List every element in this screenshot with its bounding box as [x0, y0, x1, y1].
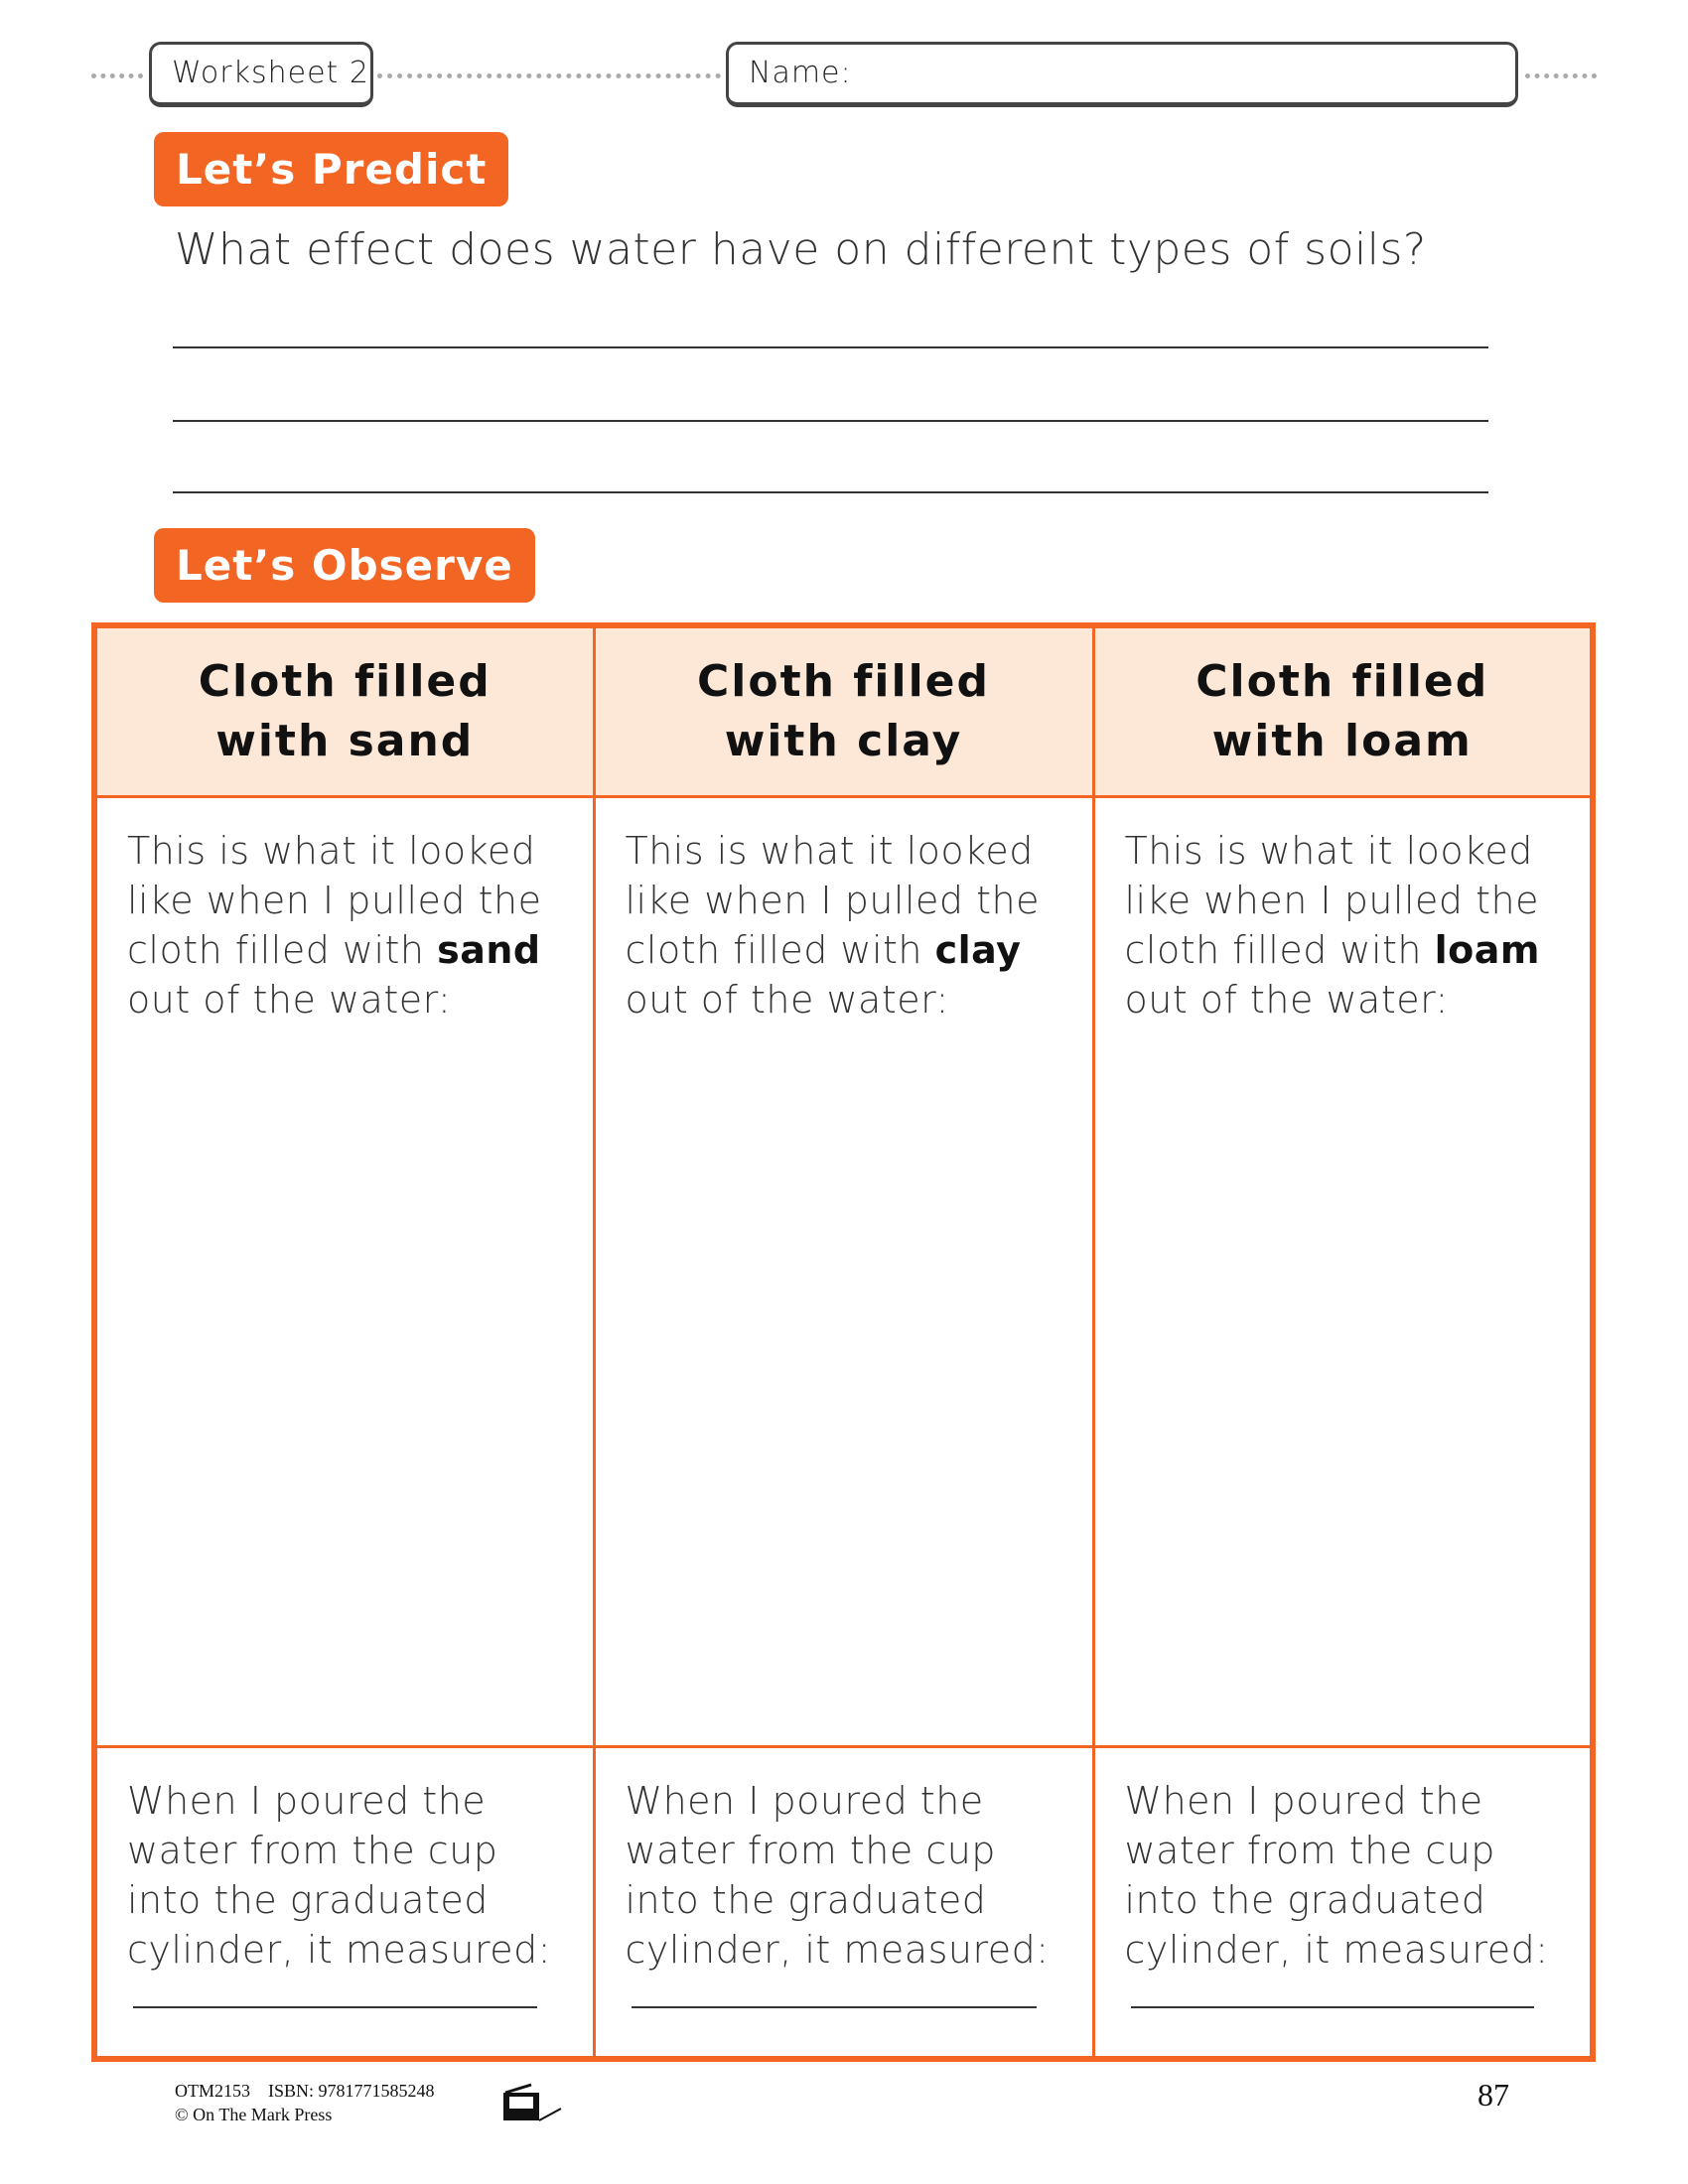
measurement-answer-line[interactable] — [133, 2006, 537, 2008]
obs-text: out of the water: — [625, 978, 949, 1022]
soil-name: sand — [437, 928, 541, 972]
header-line: Cloth filled — [1196, 656, 1489, 707]
header-line: with sand — [215, 716, 475, 766]
answer-line[interactable] — [173, 491, 1488, 493]
answer-line[interactable] — [173, 346, 1488, 348]
header-line: with clay — [724, 716, 963, 766]
observation-table — [91, 622, 1596, 2062]
observation-cell-loam[interactable] — [1093, 797, 1593, 1747]
product-code: OTM2153 — [175, 2081, 250, 2101]
obs-text: This is what it looked like when I pulled the cloth filled with — [625, 829, 1040, 972]
measurement-answer-line[interactable] — [1131, 2006, 1535, 2008]
obs-text: out of the water: — [1124, 978, 1449, 1022]
dotted-divider — [377, 73, 721, 78]
lets-predict-badge: Let’s Predict — [154, 132, 508, 206]
obs-text: This is what it looked like when I pulled the cloth filled with — [127, 829, 542, 972]
photocopier-icon — [501, 2083, 581, 2122]
measurement-cell-loam — [1093, 1747, 1593, 2060]
copyright: © On The Mark Press — [175, 2105, 333, 2124]
obs-text: This is what it looked like when I pulled the cloth filled with — [1124, 829, 1539, 972]
table-header-row — [94, 625, 1593, 797]
soil-name: clay — [934, 928, 1022, 972]
measurement-cell-clay — [594, 1747, 1093, 2060]
prediction-question: What effect does water have on different types of soils? — [175, 224, 1427, 275]
name-field[interactable]: Name: — [726, 42, 1518, 107]
answer-line[interactable] — [173, 420, 1488, 422]
soil-name: loam — [1434, 928, 1540, 972]
column-header-clay — [594, 625, 1093, 797]
header-line: with loam — [1211, 716, 1473, 766]
observation-cell-clay[interactable] — [594, 797, 1093, 1747]
observation-row — [94, 797, 1593, 1747]
measure-text: When I poured the water from the cup into the graduated cylinder, it measured: — [625, 1779, 1050, 1972]
obs-text: out of the water: — [127, 978, 452, 1022]
worksheet-label: Worksheet 2 — [149, 42, 373, 107]
header-line: Cloth filled — [696, 656, 990, 707]
measurement-row — [94, 1747, 1593, 2060]
isbn: ISBN: 9781771585248 — [268, 2081, 435, 2101]
lets-observe-badge: Let’s Observe — [154, 528, 535, 603]
column-header-sand — [94, 625, 594, 797]
dotted-divider — [91, 73, 143, 78]
header-line: Cloth filled — [198, 656, 492, 707]
measurement-answer-line[interactable] — [632, 2006, 1037, 2008]
dotted-divider — [1525, 73, 1597, 78]
measure-text: When I poured the water from the cup into the graduated cylinder, it measured: — [127, 1779, 552, 1972]
column-header-loam — [1093, 625, 1593, 797]
page-number: 87 — [1477, 2077, 1509, 2113]
footer-info — [175, 2079, 435, 2126]
measure-text: When I poured the water from the cup into the graduated cylinder, it measured: — [1124, 1779, 1549, 1972]
measurement-cell-sand — [94, 1747, 594, 2060]
observation-cell-sand[interactable] — [94, 797, 594, 1747]
